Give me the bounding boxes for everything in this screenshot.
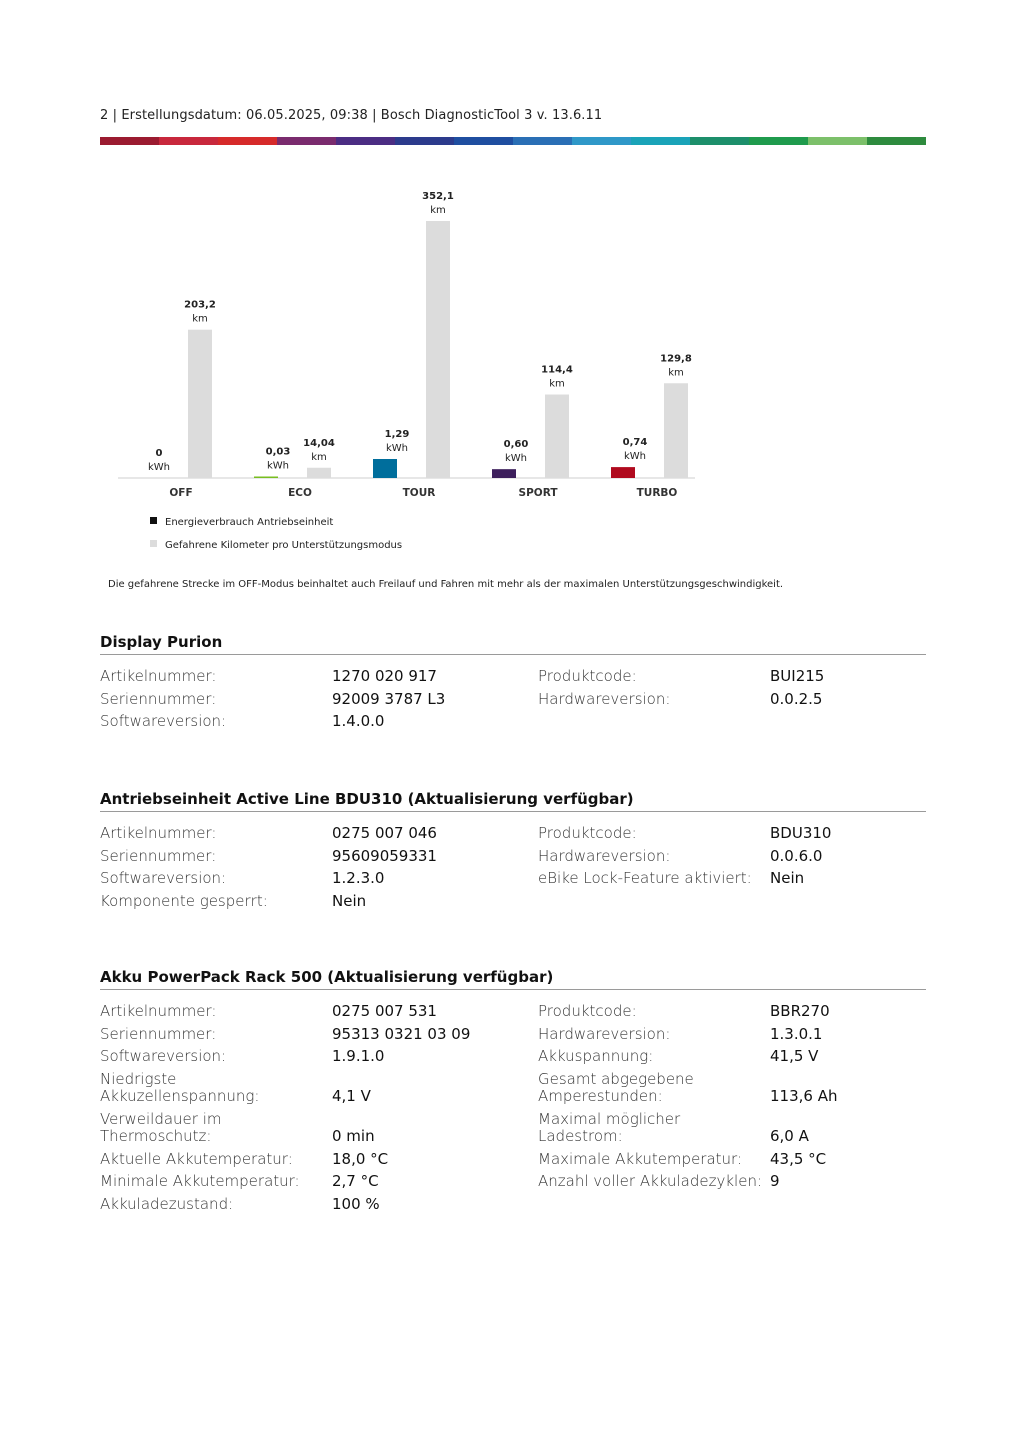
spec-value: 0275 007 046 [332,824,437,842]
spec-label: Artikelnummer: [100,1002,217,1020]
spec-label: Produktcode: [538,1002,637,1020]
category-label: TURBO [636,487,678,499]
energy-value-label: 1,29 [384,429,410,440]
distance-unit-label: km [192,313,208,325]
spec-value: 2,7 °C [332,1172,379,1190]
energy-unit-label: kWh [266,460,290,472]
chart-footnote: Die gefahrene Strecke im OFF-Modus beinhaltet auch Freilauf und Fahren mit mehr als der maximalen Unterstützungsgeschwindigkeit. [108,579,784,590]
spec-row [100,1003,926,1026]
spec-label: Akkuladezustand: [100,1194,234,1213]
brand-bar-segment [336,137,395,145]
spec-label: Komponente gesperrt: [100,891,268,910]
section-drive-unit [100,790,926,915]
spec-value: 6,0 A [770,1126,809,1145]
spec-value: Nein [332,891,367,910]
category-label: ECO [288,487,312,499]
display-spec-grid [100,668,926,736]
energy-bar [492,469,516,478]
spec-value: BUI215 [770,667,825,685]
page-header: 2 | Erstellungsdatum: 06.05.2025, 09:38 | Bosch DiagnosticTool 3 v. 13.6.11 [100,108,603,123]
spec-value: 0.0.2.5 [770,689,823,708]
spec-value: 95313 0321 03 09 [332,1024,471,1043]
distance-bar [426,221,450,478]
spec-value: 92009 3787 L3 [332,689,446,708]
spec-row [100,1026,926,1049]
section-title-battery: Akku PowerPack Rack 500 (Aktualisierung verfügbar) [100,968,926,990]
spec-label: Softwareversion: [100,1047,227,1065]
energy-value-label: 0,03 [265,446,291,458]
spec-row [100,1151,926,1174]
drive-unit-spec-grid [100,825,926,915]
brand-bar-segment [395,137,454,145]
brand-bar-segment [277,137,336,145]
spec-label: Aktuelle Akkutemperatur: [100,1149,293,1168]
brand-bar-segment [808,137,867,145]
spec-label: eBike Lock-Feature aktiviert: [538,869,752,887]
distance-bar [188,330,212,478]
spec-row [100,1196,926,1219]
legend-swatch-energy [150,517,157,524]
spec-row [100,1173,926,1196]
brand-bar-segment [100,137,159,145]
section-battery [100,968,926,1218]
spec-row [100,1071,926,1111]
brand-bar-segment [454,137,513,145]
energy-unit-label: kWh [147,462,171,473]
distance-unit-label: km [549,378,565,390]
spec-label: Artikelnummer: [100,824,217,842]
spec-value: 0 min [332,1126,375,1145]
energy-bar [254,477,278,479]
energy-unit-label: kWh [385,443,409,454]
distance-bar [664,383,688,478]
spec-row [100,691,926,714]
energy-value-label: 0 [155,448,163,459]
brand-bar-segment [867,137,926,145]
spec-label: Softwareversion: [100,712,227,730]
spec-value: 18,0 °C [332,1149,389,1168]
brand-bar-segment [631,137,690,145]
brand-bar-segment [572,137,631,145]
mode-chart [100,180,700,500]
energy-bar [611,467,635,478]
spec-label: Seriennummer: [100,1024,217,1043]
spec-value: 4,1 V [332,1086,371,1105]
spec-label: Seriennummer: [100,846,217,865]
spec-value: 1.9.1.0 [332,1047,385,1065]
legend-energy [150,517,333,528]
energy-unit-label: kWh [504,453,528,465]
section-title-drive-unit: Antriebseinheit Active Line BDU310 (Aktualisierung verfügbar) [100,790,926,812]
section-title-display: Display Purion [100,633,926,655]
spec-value: 100 % [332,1194,380,1213]
legend-label-energy: Energieverbrauch Antriebseinheit [165,517,334,528]
energy-unit-label: kWh [623,451,647,463]
spec-row [100,1111,926,1151]
energy-value-label: 0,74 [622,437,648,449]
brand-bar-segment [159,137,218,145]
spec-value: 1.2.3.0 [332,869,385,887]
spec-value: BDU310 [770,824,832,842]
spec-row [100,713,926,736]
brand-bar-segment [218,137,277,145]
spec-value: Nein [770,869,805,887]
spec-label: Artikelnummer: [100,667,217,685]
spec-label: Anzahl voller Akkuladezyklen: [538,1172,763,1190]
spec-value: 113,6 Ah [770,1086,838,1105]
spec-label: Gesamt abgegebene Amperestunden: [538,1069,694,1105]
spec-label: Akkuspannung: [538,1047,654,1065]
spec-label: Minimale Akkutemperatur: [100,1172,300,1190]
spec-label: Maximal möglicher Ladestrom: [538,1109,681,1145]
spec-label: Produktcode: [538,824,637,842]
distance-bar [545,394,569,478]
distance-bar [307,468,331,478]
category-label: TOUR [402,487,436,499]
spec-value: 0.0.6.0 [770,846,823,865]
energy-value-label: 0,60 [503,439,529,451]
distance-value-label: 352,1 [422,191,454,202]
legend-distance [150,540,402,551]
brand-bar-segment [513,137,572,145]
spec-row [100,848,926,871]
spec-label: Softwareversion: [100,869,227,887]
brand-color-bar [100,137,926,145]
distance-unit-label: km [311,451,327,463]
spec-row [100,870,926,893]
battery-spec-grid [100,1003,926,1218]
spec-row [100,668,926,691]
distance-value-label: 203,2 [184,299,216,311]
spec-value: 9 [770,1172,780,1190]
spec-label: Produktcode: [538,667,637,685]
legend-label-distance: Gefahrene Kilometer pro Unterstützungsmodus [165,540,403,551]
spec-value: 95609059331 [332,846,437,865]
category-label: SPORT [518,487,558,499]
distance-unit-label: km [668,367,684,379]
category-label: OFF [169,487,193,499]
distance-unit-label: km [430,205,446,216]
legend-swatch-distance [150,540,157,547]
spec-label: Maximale Akkutemperatur: [538,1149,743,1168]
spec-value: 41,5 V [770,1047,819,1065]
spec-value: 43,5 °C [770,1149,827,1168]
brand-bar-segment [690,137,749,145]
spec-label: Verweildauer im Thermoschutz: [100,1109,222,1145]
spec-row [100,893,926,916]
spec-value: 1270 020 917 [332,667,437,685]
spec-label: Hardwareversion: [538,689,671,708]
spec-value: BBR270 [770,1002,830,1020]
spec-label: Seriennummer: [100,689,217,708]
energy-bar [373,459,397,478]
distance-value-label: 114,4 [541,364,573,376]
section-display [100,633,926,736]
spec-value: 0275 007 531 [332,1002,437,1020]
spec-value: 1.4.0.0 [332,712,385,730]
spec-label: Niedrigste Akkuzellenspannung: [100,1069,260,1105]
spec-label: Hardwareversion: [538,846,671,865]
brand-bar-segment [749,137,808,145]
distance-value-label: 14,04 [303,437,335,449]
distance-value-label: 129,8 [660,353,692,365]
spec-row [100,825,926,848]
spec-label: Hardwareversion: [538,1024,671,1043]
spec-row [100,1048,926,1071]
spec-value: 1.3.0.1 [770,1024,823,1043]
